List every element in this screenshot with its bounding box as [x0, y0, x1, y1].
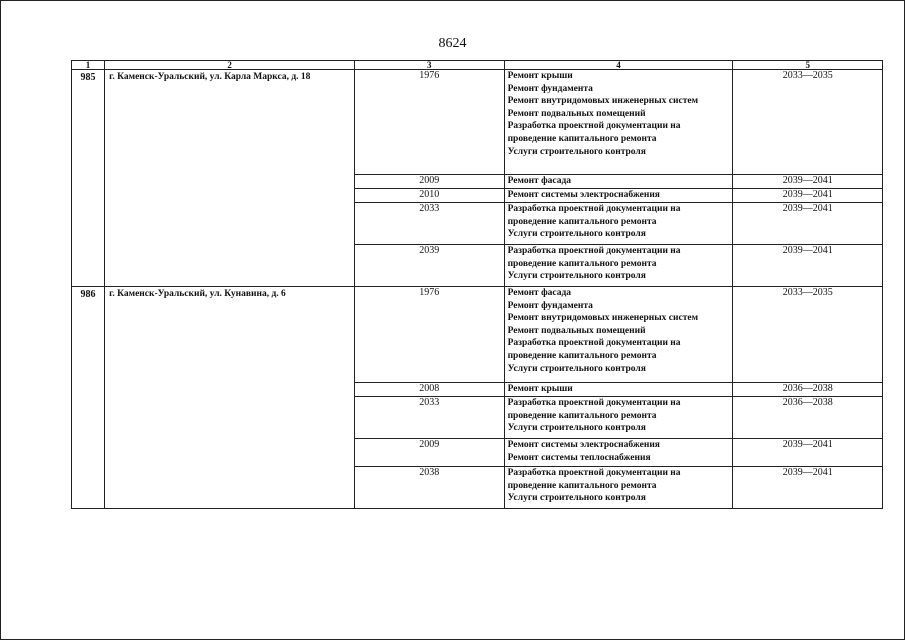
table-row: [72, 287, 883, 383]
period-cell: 2039—2041: [733, 175, 883, 189]
repair-schedule-table: [71, 60, 883, 509]
works-cell: [504, 189, 733, 203]
works-cell: [504, 397, 733, 439]
work-item: Услуги строительного контроля: [507, 271, 646, 282]
work-item: проведение капитального ремонта: [507, 216, 657, 227]
works-cell: [504, 439, 733, 467]
period-cell: 2039—2041: [733, 439, 883, 467]
works-cell: [504, 467, 733, 509]
work-item: Ремонт подвальных помещений: [507, 108, 646, 119]
work-item: Ремонт системы электроснабжения: [507, 440, 660, 450]
year-cell: 2033: [355, 203, 505, 245]
work-item: Ремонт внутридомовых инженерных систем: [507, 313, 699, 324]
work-item: проведение капитального ремонта: [507, 480, 657, 491]
work-item: проведение капитального ремонта: [507, 258, 657, 269]
year-cell: 2008: [355, 383, 505, 397]
record-number: 986: [72, 287, 105, 509]
work-item: проведение капитального ремонта: [507, 133, 657, 144]
column-header: 3: [355, 61, 505, 70]
work-item: Разработка проектной документации на: [507, 398, 681, 408]
work-item: Ремонт системы электроснабжения: [507, 190, 660, 200]
works-cell: [504, 245, 733, 287]
work-item: Ремонт фундамента: [507, 300, 593, 311]
works-cell: [504, 175, 733, 189]
table-row: [72, 70, 883, 175]
work-item: Ремонт фасада: [507, 288, 572, 298]
work-item: Разработка проектной документации на: [507, 204, 681, 214]
works-cell: [504, 203, 733, 245]
column-header: 1: [72, 61, 105, 70]
column-header: 2: [105, 61, 355, 70]
year-cell: 1976: [355, 70, 505, 175]
header-row: [72, 61, 883, 70]
year-cell: 2009: [355, 175, 505, 189]
work-item: Ремонт внутридомовых инженерных систем: [507, 96, 699, 107]
work-item: Ремонт крыши: [507, 71, 573, 81]
period-cell: 2036—2038: [733, 383, 883, 397]
period-cell: 2033—2035: [733, 287, 883, 383]
work-item: Ремонт подвальных помещений: [507, 325, 646, 336]
work-item: Ремонт фасада: [507, 176, 572, 186]
period-cell: 2039—2041: [733, 467, 883, 509]
column-header: 5: [733, 61, 883, 70]
work-item: Услуги строительного контроля: [507, 363, 646, 374]
work-item: проведение капитального ремонта: [507, 350, 657, 361]
work-item: Услуги строительного контроля: [507, 423, 646, 434]
page-number: 8624: [438, 36, 467, 51]
year-cell: 2038: [355, 467, 505, 509]
works-cell: [504, 287, 733, 383]
year-cell: 2009: [355, 439, 505, 467]
address-cell: г. Каменск-Уральский, ул. Кунавина, д. 6: [105, 287, 355, 509]
period-cell: 2039—2041: [733, 189, 883, 203]
work-item: Разработка проектной документации на: [507, 338, 681, 349]
address-cell: г. Каменск-Уральский, ул. Карла Маркса, д. 18: [105, 70, 355, 287]
period-cell: 2036—2038: [733, 397, 883, 439]
work-item: Ремонт системы теплоснабжения: [507, 452, 651, 463]
works-cell: [504, 70, 733, 175]
column-header: 4: [504, 61, 733, 70]
work-item: Услуги строительного контроля: [507, 229, 646, 240]
record-number: 985: [72, 70, 105, 287]
period-cell: 2039—2041: [733, 245, 883, 287]
work-item: Ремонт фундамента: [507, 83, 593, 94]
work-item: Разработка проектной документации на: [507, 121, 681, 132]
work-item: проведение капитального ремонта: [507, 410, 657, 421]
table-body: [72, 70, 883, 509]
year-cell: 2033: [355, 397, 505, 439]
year-cell: 1976: [355, 287, 505, 383]
period-cell: 2033—2035: [733, 70, 883, 175]
work-item: Услуги строительного контроля: [507, 146, 646, 157]
work-item: Услуги строительного контроля: [507, 493, 646, 504]
works-cell: [504, 383, 733, 397]
work-item: Разработка проектной документации на: [507, 246, 681, 256]
work-item: Разработка проектной документации на: [507, 468, 681, 478]
work-item: Ремонт крыши: [507, 384, 573, 394]
period-cell: 2039—2041: [733, 203, 883, 245]
year-cell: 2010: [355, 189, 505, 203]
year-cell: 2039: [355, 245, 505, 287]
